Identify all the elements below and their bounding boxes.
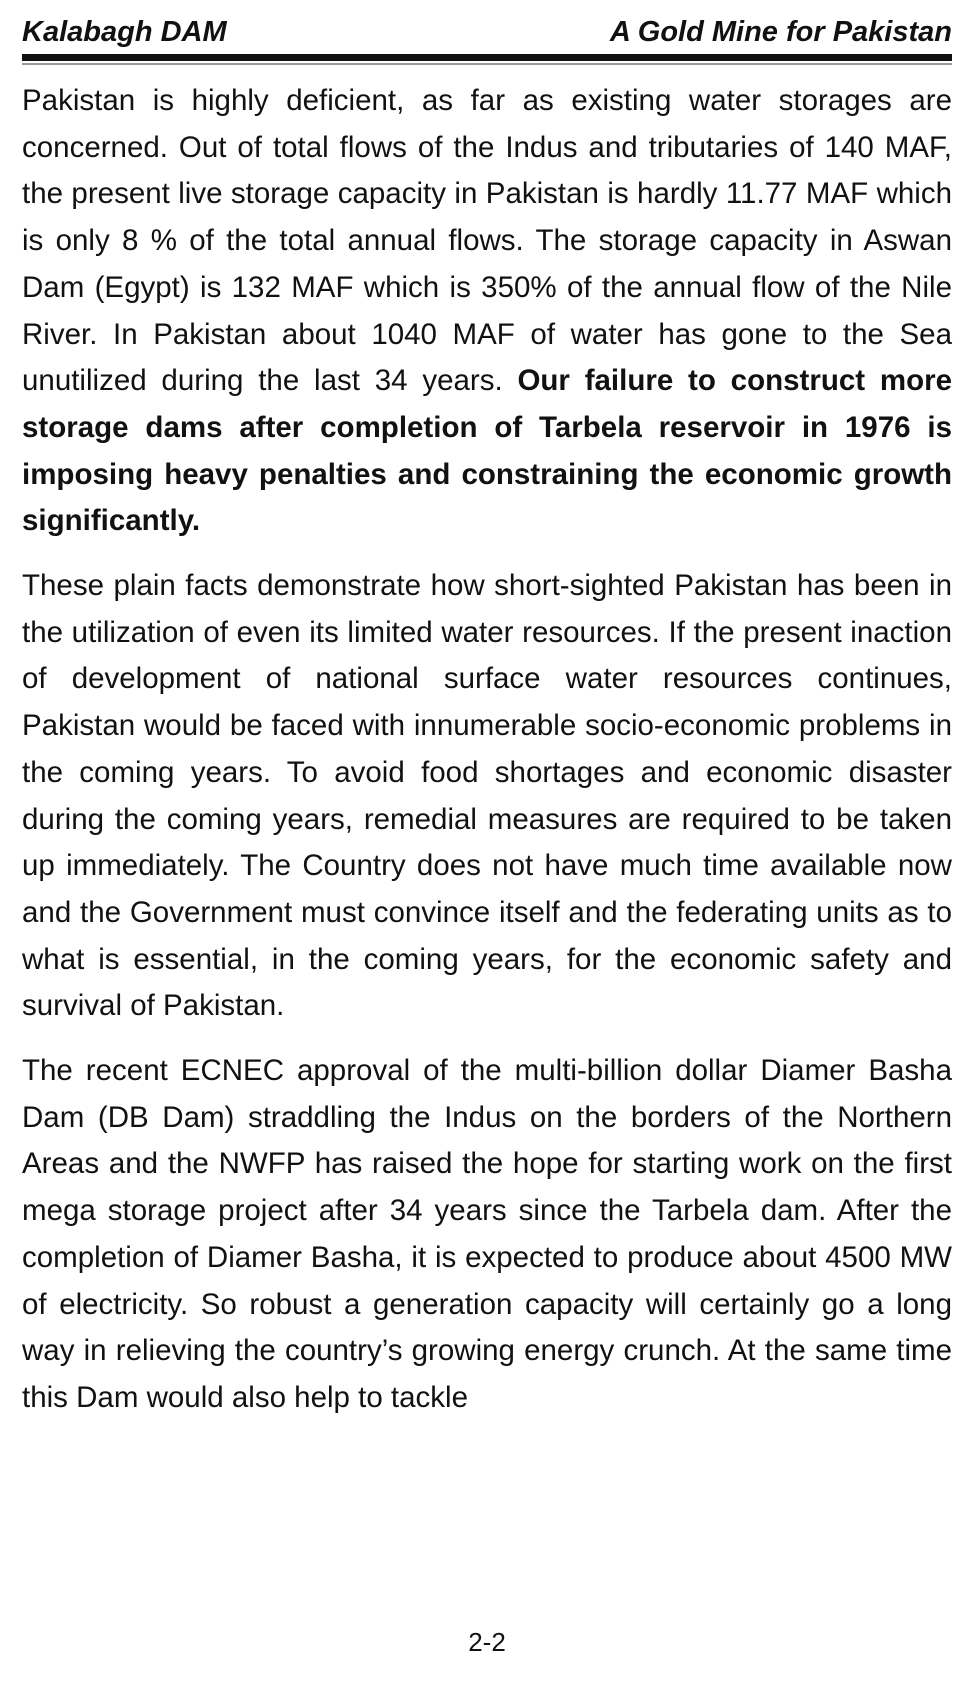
running-header bbox=[22, 12, 952, 52]
paragraph-2 bbox=[22, 563, 952, 1030]
paragraph-2-text: These plain facts demonstrate how short-sighted Pakistan has been in the utilization of even its limited water resources. If the present inaction of development of national surface water resources continues, Pakistan would be faced with innumerable socio-economic problems in the coming years. To avoid food shortages and economic disaster during the coming years, remedial measures are required to be taken up immediately. The Country does not have much time available now and the Government must convince itself and the federating units as to what is essential, in the coming years, for the economic safety and survival of Pakistan. bbox=[22, 569, 952, 1023]
header-rule bbox=[22, 54, 952, 61]
paragraph-1-text: Pakistan is highly deficient, as far as existing water storages are concerned. Out of total flows of the Indus and tributaries of 140 MAF, the present live storage capacity in Pakistan is hardly 11.77 MAF which is only 8 % of the total annual flows. The storage capacity in Aswan Dam (Egypt) is 132 MAF which is 350% of the annual flow of the Nile River. In Pakistan about 1040 MAF of water has gone to the Sea unutilized during the last 34 years. bbox=[22, 84, 952, 398]
paragraph-1 bbox=[22, 78, 952, 545]
header-right-title: A Gold Mine for Pakistan bbox=[609, 16, 952, 48]
paragraph-3-text: The recent ECNEC approval of the multi-billion dollar Diamer Basha Dam (DB Dam) straddling the Indus on the borders of the Northern Areas and the NWFP has raised the hope for starting work on the first mega storage project after 34 years since the Tarbela dam. After the completion of Diamer Basha, it is expected to produce about 4500 MW of electricity. So robust a generation capacity will certainly go a long way in relieving the country’s growing energy crunch. At the same time this Dam would also help to tackle bbox=[22, 1054, 952, 1414]
header-left-title: Kalabagh DAM bbox=[22, 16, 227, 48]
header-rule-shadow bbox=[22, 63, 952, 65]
paragraph-3 bbox=[22, 1048, 952, 1422]
body-text bbox=[22, 78, 952, 1440]
paragraph-1-bold-text: Our failure to construct more storage dams after completion of Tarbela reservoir in 1976 is imposing heavy penalties and constraining the economic growth significantly. bbox=[22, 364, 952, 538]
document-page bbox=[22, 0, 952, 1699]
page-number: 2-2 bbox=[468, 1627, 506, 1657]
